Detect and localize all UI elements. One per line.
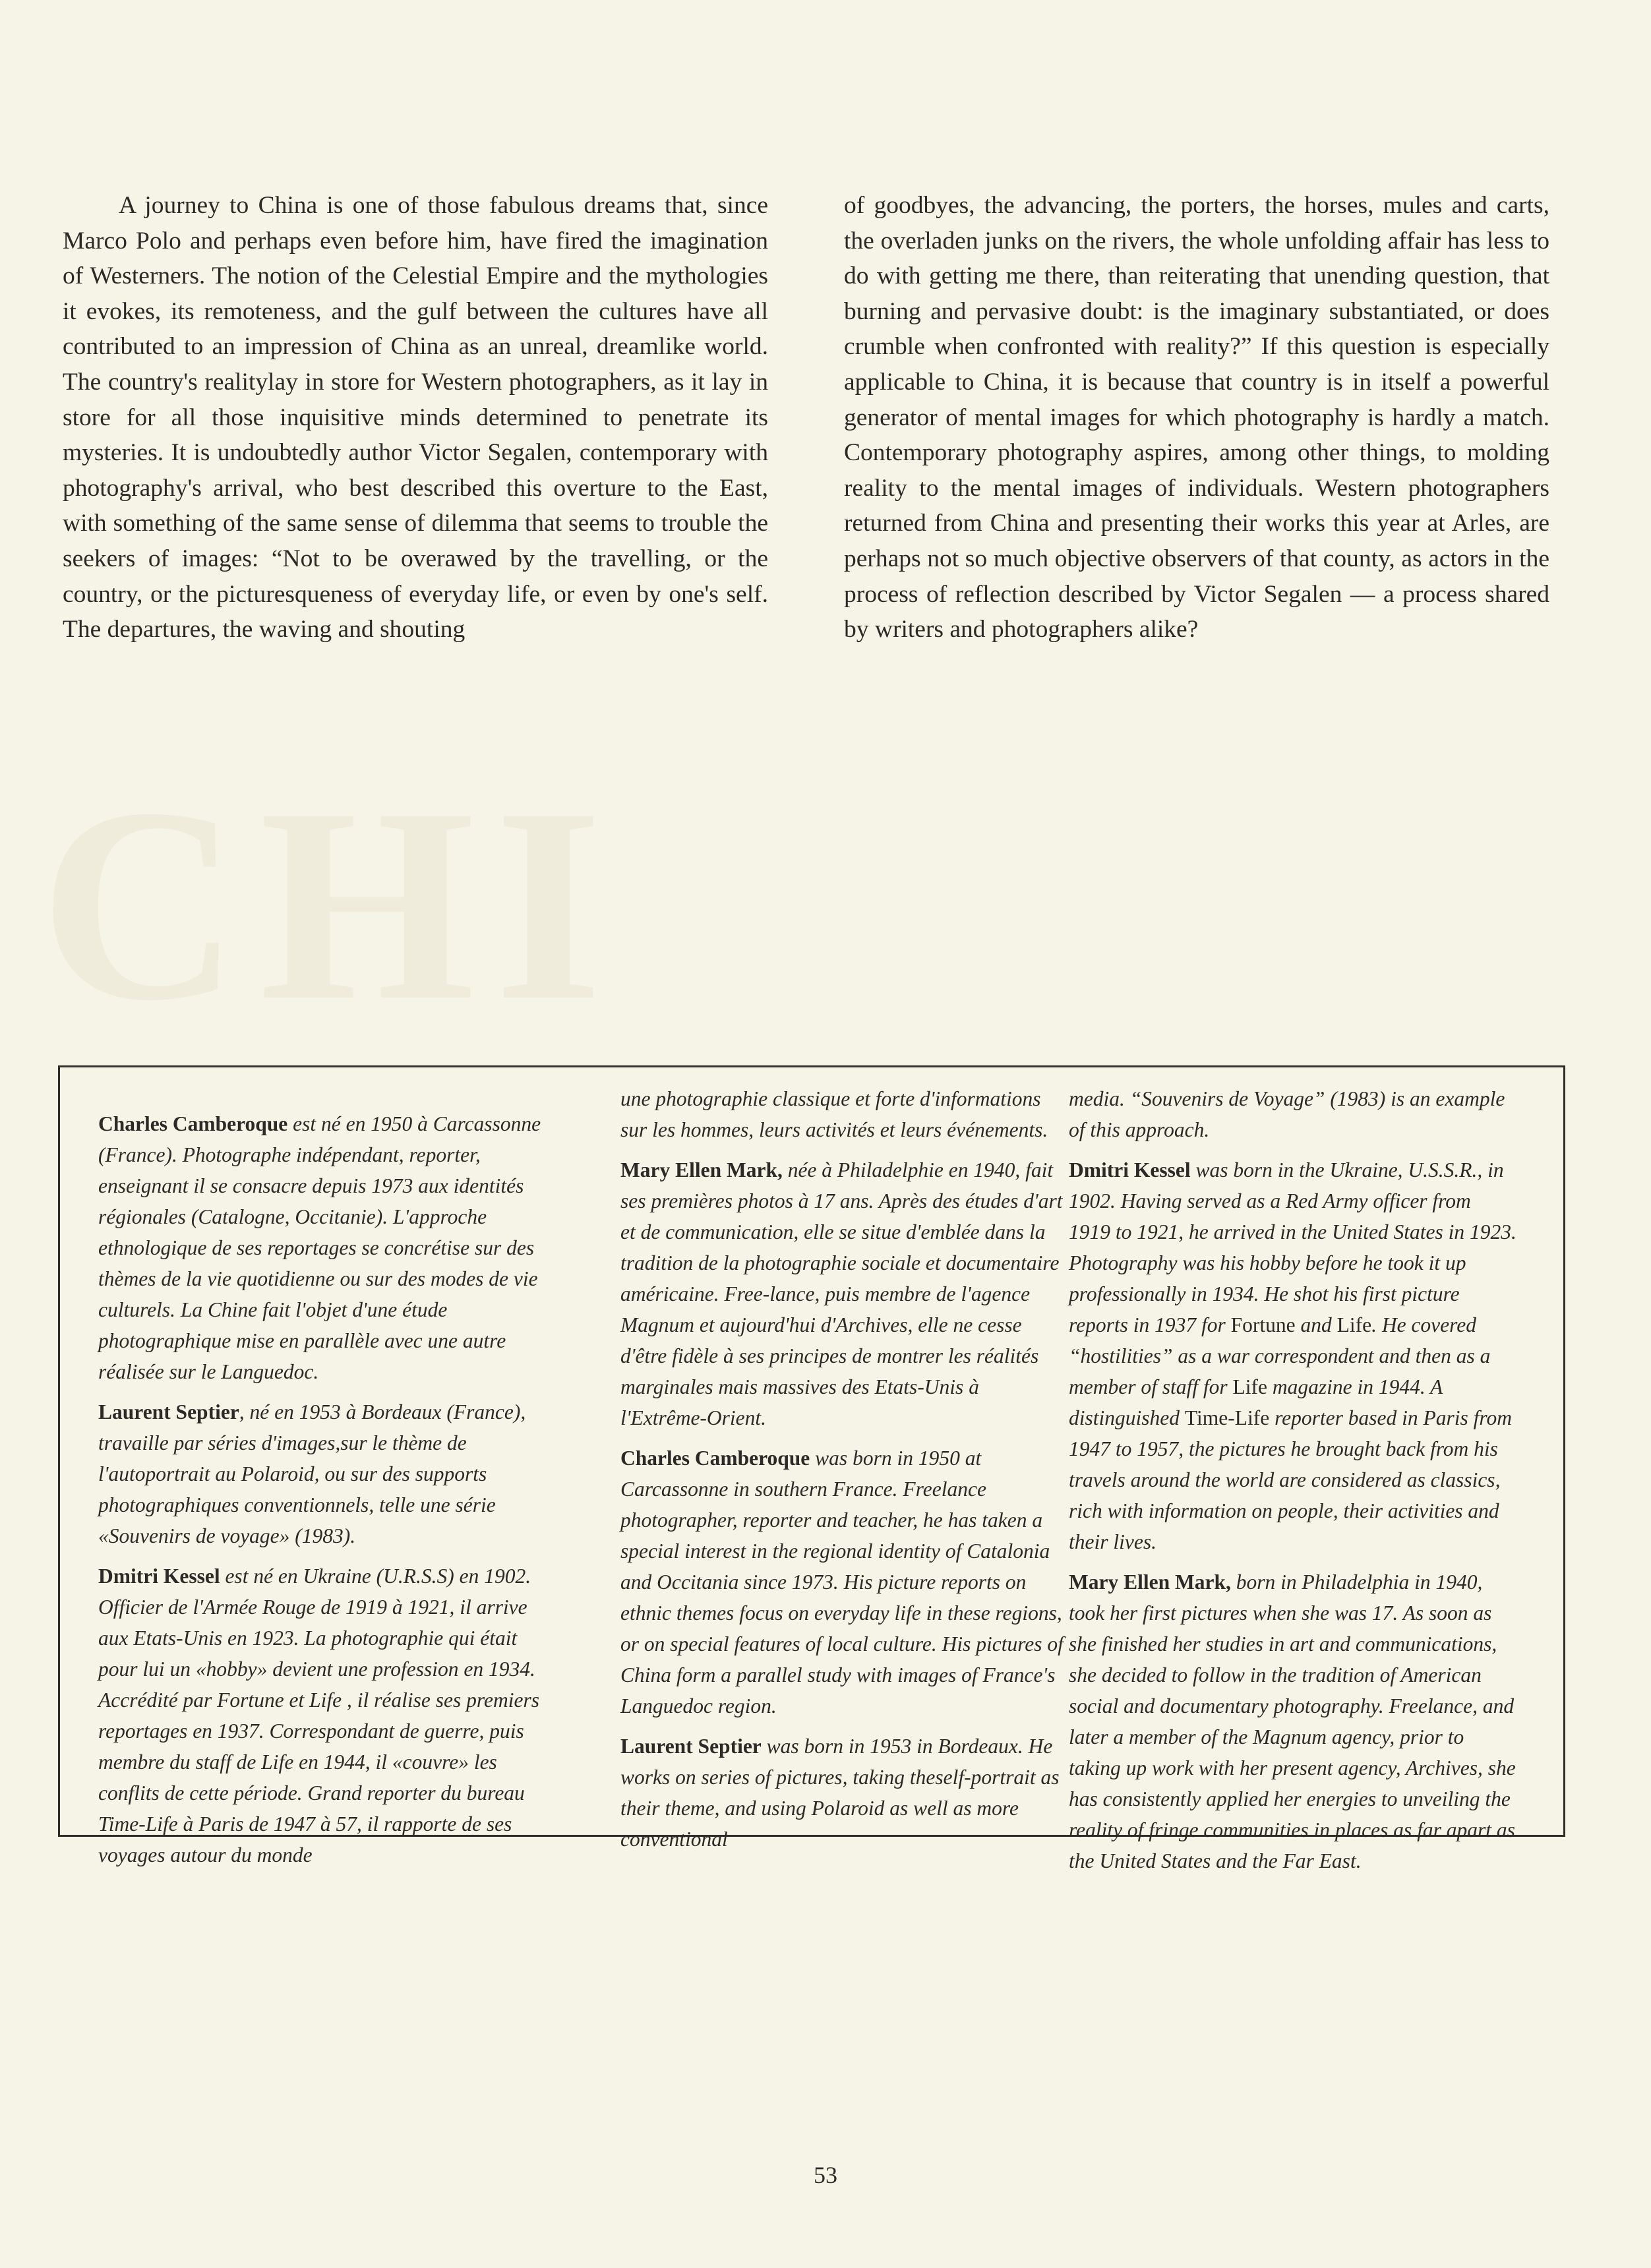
bio-entry — [1069, 1083, 1517, 1145]
bio-text: , né en 1953 à Bordeaux (France), travaille par séries d'images,sur le thème de l'autoportrait au Polaroid, ou sur des supports photographiques conventionnels, telle une série «Souvenirs de voyage» (1983). — [98, 1400, 526, 1547]
bio-entry — [620, 1731, 1069, 1855]
bio-name: Dmitri Kessel — [1069, 1158, 1191, 1181]
essay — [63, 188, 1559, 781]
magazine-title: Life — [1336, 1313, 1372, 1336]
bio-text: née à Philadelphie en 1940, fait ses premières photos à 17 ans. Après des études d'art et de communication, elle se situe d'emblée dans la tradition de la photographie sociale et documentaire américaine. Free-lance, puis membre de l'agence Magnum et aujourd'hui d'Archives, elle ne cesse d'être fidèle à ses principes de montrer les réalités marginales mais massives des Etats-Unis à l'Extrême-Orient. — [620, 1158, 1063, 1429]
bio-name: Charles Camberoque — [98, 1112, 288, 1135]
bio-entry — [98, 1396, 547, 1551]
bio-name: Laurent Septier — [98, 1400, 239, 1423]
bio-entry — [1069, 1567, 1517, 1876]
bio-text: media. “Souvenirs de Voyage” (1983) is an example of this approach. — [1069, 1087, 1505, 1141]
bio-text: . He covered “hostilities” as a war correspondent and then as a member of staff for — [1069, 1313, 1491, 1398]
page-number: 53 — [814, 2162, 837, 2188]
bio-column-1 — [98, 1108, 547, 1880]
bio-entry — [620, 1154, 1069, 1433]
bio-text: est né en Ukraine (U.R.S.S) en 1902. Officier de l'Armée Rouge de 1919 à 1921, il arrive aux Etats-Unis en 1923. La photographie qui était pour lui un «hobby» devient une profession en 1934. Accrédité par Fortune et Life , il réalise ses premiers reportages en 1937. Correspondant de guerre, puis membre du staff de Life en 1944, il «couvre» les conflits de cette période. Grand reporter du bureau Time-Life à Paris de 1947 à 57, il rapporte de ses voyages autour du monde — [98, 1565, 539, 1866]
bio-entry — [620, 1443, 1069, 1721]
essay-paragraph: A journey to China is one of those fabulous dreams that, since Marco Polo and perhaps even before him, have fired the imagination of Westerners. The notion of the Celestial Empire and the mythologies it evokes, its remoteness, and the gulf between the cultures have all contributed to an impression of China as an unreal, dreamlike world. The country's realitylay in store for Western photographers, as it lay in store for all those inquisitive minds determined to penetrate its mysteries. It is undoubtedly author Victor Segalen, contemporary with photography's arrival, who best described this overture to the East, with something of the same sense of dilemma that seems to trouble the seekers of images: “Not to be overawed by the travelling, or the country, or the picturesqueness of everyday life, or even by one's self. The departures, the waving and shouting — [63, 192, 768, 643]
bio-text: was born in 1950 at Carcassonne in southern France. Freelance photographer, reporter and teacher, he has taken a special interest in the regional identity of Catalonia and Occitania since 1973. His picture reports on ethnic themes focus on everyday life in these regions, or on special features of local culture. His pictures of China form a parallel study with images of France's Languedoc region. — [620, 1447, 1064, 1717]
bio-name: Dmitri Kessel — [98, 1565, 220, 1588]
bio-text: and — [1295, 1313, 1337, 1336]
bio-text: une photographie classique et forte d'informations sur les hommes, leurs activités et leurs événements. — [620, 1087, 1048, 1141]
bio-name: Mary Ellen Mark, — [620, 1158, 783, 1181]
magazine-title: Fortune — [1230, 1313, 1296, 1336]
essay-column-right — [844, 188, 1549, 647]
bio-text: est né en 1950 à Carcassonne (France). Photographe indépendant, reporter, enseignant il se consacre depuis 1973 aux identités régionales (Catalogne, Occitanie). L'approche ethnologique de ses reportages se concrétise sur des thèmes de la vie quotidienne ou sur des modes de vie culturels. La Chine fait l'objet d'une étude photographique mise en parallèle avec une autre réalisée sur le Languedoc. — [98, 1112, 541, 1383]
biographies-box — [58, 1065, 1565, 1872]
background-watermark: CHI — [40, 751, 622, 1058]
bio-name: Charles Camberoque — [620, 1447, 810, 1470]
bio-text: was born in the Ukraine, U.S.S.R., in 1902. Having served as a Red Army officer from 1919 to 1921, he arrived in the United States in 1923. Photography was his hobby before he took it up professionally in 1934. He shot his first picture reports in 1937 for — [1069, 1158, 1516, 1336]
bio-text: reporter based in Paris from 1947 to 1957, the pictures he brought back from his travels around the world are considered as classics, rich with information on people, their activities and their lives. — [1069, 1406, 1513, 1553]
essay-column-left — [63, 188, 768, 647]
magazine-title: Life — [1232, 1375, 1267, 1398]
essay-paragraph: of goodbyes, the advancing, the porters, the horses, mules and carts, the overladen junks on the rivers, the whole unfolding affair has less to do with getting me there, than reiterating that unending question, that burning and pervasive doubt: is the imaginary substantiated, or does crumble when confronted with reality?” If this question is especially applicable to China, it is because that country is in itself a powerful generator of mental images for which photography is hardly a match. Contemporary photography aspires, among other things, to molding reality to the mental images of individuals. Western photographers returned from China and presenting their works this year at Arles, are perhaps not so much objective observers of that county, as actors in the process of reflection described by Victor Segalen — a process shared by writers and photographers alike? — [844, 192, 1549, 643]
bio-text: was born in 1953 in Bordeaux. He works on series of pictures, taking theself-portrait as their theme, and using Polaroid as well as more conventional — [620, 1735, 1060, 1851]
bio-entry — [1069, 1154, 1517, 1557]
bio-text: born in Philadelphia in 1940, took her first pictures when she was 17. As soon as she finished her studies in art and communications, she decided to follow in the tradition of American social and documentary photography. Freelance, and later a member of the Magnum agency, prior to taking up work with her present agency, Archives, she has consistently applied her energies to unveiling the reality of fringe communities in places as far apart as the United States and the Far East. — [1069, 1570, 1516, 1872]
bio-entry — [98, 1108, 547, 1387]
bio-name: Mary Ellen Mark, — [1069, 1570, 1231, 1594]
bio-column-2 — [620, 1083, 1069, 1864]
bio-name: Laurent Septier — [620, 1735, 762, 1758]
bio-column-3 — [1069, 1083, 1517, 1886]
bio-entry — [98, 1561, 547, 1870]
bio-text: magazine in 1944. A distinguished — [1069, 1375, 1443, 1429]
magazine-title: Time-Life — [1184, 1406, 1270, 1429]
bio-entry — [620, 1083, 1069, 1145]
